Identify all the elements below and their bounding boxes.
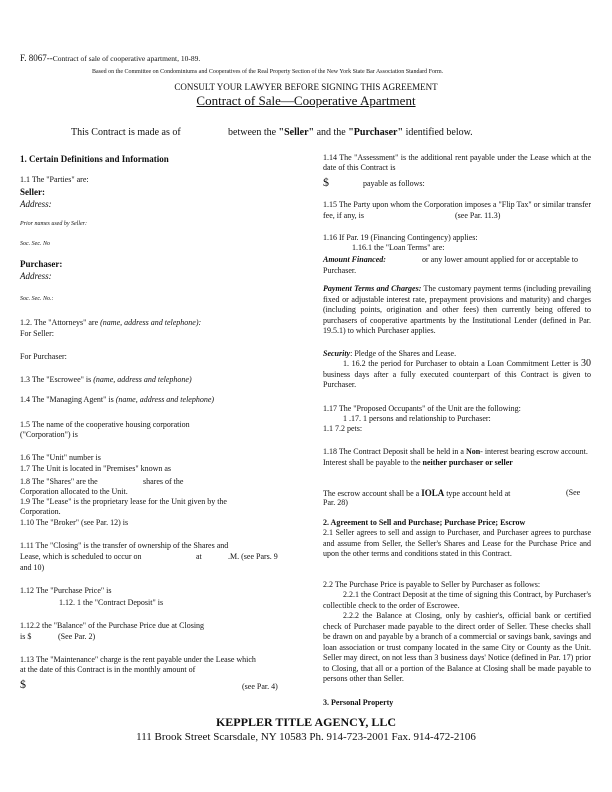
maintenance-par-ref: (see Par. 4) [242,682,278,691]
purchaser-label: Purchaser: [20,259,63,269]
prior-names-label: Prior names used by Seller: [20,221,87,227]
section-1-heading: 1. Certain Definitions and Information [20,154,169,164]
loan-commitment-paragraph: 1. 16.2 the period for Purchaser to obtain a Loan Commitment Letter is 30 business days after a fully executed counterpart of this Contract is given to Purchaser. [323,358,591,389]
closing-label: 1.11 The "Closing" is the transfer of ownership of the Shares and [20,541,229,550]
flip-tax-par-ref: (see Par. 11.3) [455,211,501,220]
form-title: Contract of sale of cooperative apartment, 10-89. [52,54,201,63]
amount-financed-label: Amount Financed: [323,255,386,264]
assessment-dollar-sign: $ [323,175,329,189]
paragraph-2-2-1: 2.2.1 the Contract Deposit at the time of signing this Contract, by Purchaser's collectible check to the order of Escrowee. [323,590,591,610]
corporation-name-label: 1.5 The name of the cooperative housing corporation [20,420,190,429]
broker-label: 1.10 The "Broker" (see Par. 12) is [20,518,129,527]
purchaser-address-label: Address: [20,271,52,281]
intro-date-label: This Contract is made as of [71,127,181,138]
consult-lawyer-notice: CONSULT YOUR LAWYER BEFORE SIGNING THIS AGREEMENT [174,82,438,92]
form-id [20,48,200,66]
occupants-pets-label: 1.1 7.2 pets: [323,424,363,433]
section-3-heading: 3. Personal Property [323,698,394,707]
maintenance-dollar-sign: $ [20,677,26,691]
shares-label-2: shares of the [143,477,184,486]
seller-soc-sec-label: Soc. Sec. No [20,241,50,247]
purchaser-soc-sec-label: Soc. Sec. No.: [20,296,54,302]
deposit-escrow-paragraph: 1.18 The Contract Deposit shall be held in a Non- interest bearing escrow account. Interest shall be payable to the neither purchaser or seller [323,447,588,467]
loan-terms-label: 1.16.1 the "Loan Terms" are: [352,243,445,252]
lease-label: 1.9 The "Lease" is the proprietary lease for the Unit given by the [20,497,227,506]
closing-time-suffix: .M. (see Pars. 9 [228,552,278,561]
parties-label: 1.1 The "Parties" are: [20,175,89,184]
for-seller-label: For Seller: [20,329,54,338]
intro-parties: between the "Seller" and the "Purchaser" identified below. [228,127,473,138]
seller-term: "Seller" [278,127,315,138]
agency-name: KEPPLER TITLE AGENCY, LLC [215,715,397,729]
escrow-par-ref: Par. 28) [323,498,348,507]
shares-label-3: Corporation allocated to the Unit. [20,487,128,496]
based-on-note: Based on the Committee on Condominiums and Cooperatives of the Real Property Section of the New York State Bar Association Standard Form. [92,69,444,75]
section-2-heading: 2. Agreement to Sell and Purchase; Purchase Price; Escrow [323,518,526,527]
unit-number-label: 1.6 The "Unit" number is [20,453,101,462]
balance-par-ref: (See Par. 2) [58,632,96,641]
closing-label-3: and 10) [20,563,45,572]
escrowee-label: 1.3 The "Escrowee" is (name, address and telephone) [20,375,192,384]
escrow-account-line: The escrow account shall be a IOLA type account held at [323,488,511,498]
page-title: Contract of Sale—Cooperative Apartment [196,93,416,108]
paragraph-2-2-2: 2.2.2 the Balance at Closing, only by cashier's, official bank or certified check of Purchaser made payable to the direct order of Seller. These checks shall be drawn on and payable by a branch of a commercial or savings bank, savings and loan association or trust company located in the same City or County as the Unit. Seller may direct, on not less than 3 business days' Notice (defined in Par. 17) prior to Closing, that all or a portion of the Balance at Closing shall be made payable to persons other than Seller. [323,611,591,683]
seller-label: Seller: [20,187,45,197]
occupants-persons-label: 1 .17. 1 persons and relationship to Purchaser: [343,414,491,423]
contract-deposit-label: 1.12. 1 the "Contract Deposit" is [59,598,164,607]
premises-label: 1.7 The Unit is located in "Premises" known as [20,464,172,473]
escrow-see-ref: (See [566,488,581,497]
lease-label-2: Corporation. [20,507,61,516]
agency-contact: 111 Brook Street Scarsdale, NY 10583 Ph. 914-723-2001 Fax. 914-472-2106 [136,731,476,743]
closing-at-label: at [196,552,202,561]
assessment-payable: payable as follows: [363,179,425,188]
for-purchaser-label: For Purchaser: [20,352,67,361]
security-line: Security: Pledge of the Shares and Lease. [323,349,457,358]
financing-contingency: 1.16 If Par. 19 (Financing Contingency) applies: [323,233,478,242]
closing-label-2: Lease, which is scheduled to occur on [20,552,142,561]
proposed-occupants-label: 1.17 The "Proposed Occupants" of the Unit are the following: [323,404,521,413]
maintenance-label-2: at the date of this Contract is in the monthly amount of [20,665,196,674]
balance-amount-label: is $ [20,632,32,641]
maintenance-label: 1.13 The "Maintenance" charge is the rent payable under the Lease which [20,655,256,664]
purchase-price-label: 1.12 The "Purchase Price" is [20,586,112,595]
shares-label: 1.8 The "Shares" are the [20,477,98,486]
purchaser-term: "Purchaser" [348,127,404,138]
amount-financed-text: or any lower amount applied for or acceptable to Purchaser. [323,255,578,275]
flip-tax-paragraph: 1.15 The Party upon whom the Corporation imposes a "Flip Tax" or similar transfer fee, if any, is [323,200,591,220]
seller-address-label: Address: [20,199,52,209]
payment-terms-paragraph: Payment Terms and Charges: The customary payment terms (including prevailing fixed or adjustable interest rate, prepayment provisions and maturity) and charges (including points, origination and other fees) then currently being offered to purchasers of cooperative apartments by the Institutional Lender (defined in Par. 19.5.1) to which Purchaser applies. [323,284,591,335]
form-number: F. 8067-- [20,53,53,63]
managing-agent-label: 1.4 The "Managing Agent" is (name, address and telephone) [20,395,215,404]
balance-label: 1.12.2 the "Balance" of the Purchase Price due at Closing [20,621,205,630]
assessment-paragraph: 1.14 The "Assessment" is the additional rent payable under the Lease which at the date of this Contract is [323,153,591,172]
attorneys-label: 1.2. The "Attorneys" are (name, address and telephone): [20,318,202,327]
corporation-name-label-2: ("Corporation") is [20,430,78,439]
paragraph-2-1: 2.1 Seller agrees to sell and assign to Purchaser, and Purchaser agrees to purchase and assume from Seller, the Seller's Shares and Lease for the Purchase Price and upon the other terms and conditions stated in this Contract. [323,528,591,558]
paragraph-2-2: 2.2 The Purchase Price is payable to Seller by Purchaser as follows: [323,580,541,589]
